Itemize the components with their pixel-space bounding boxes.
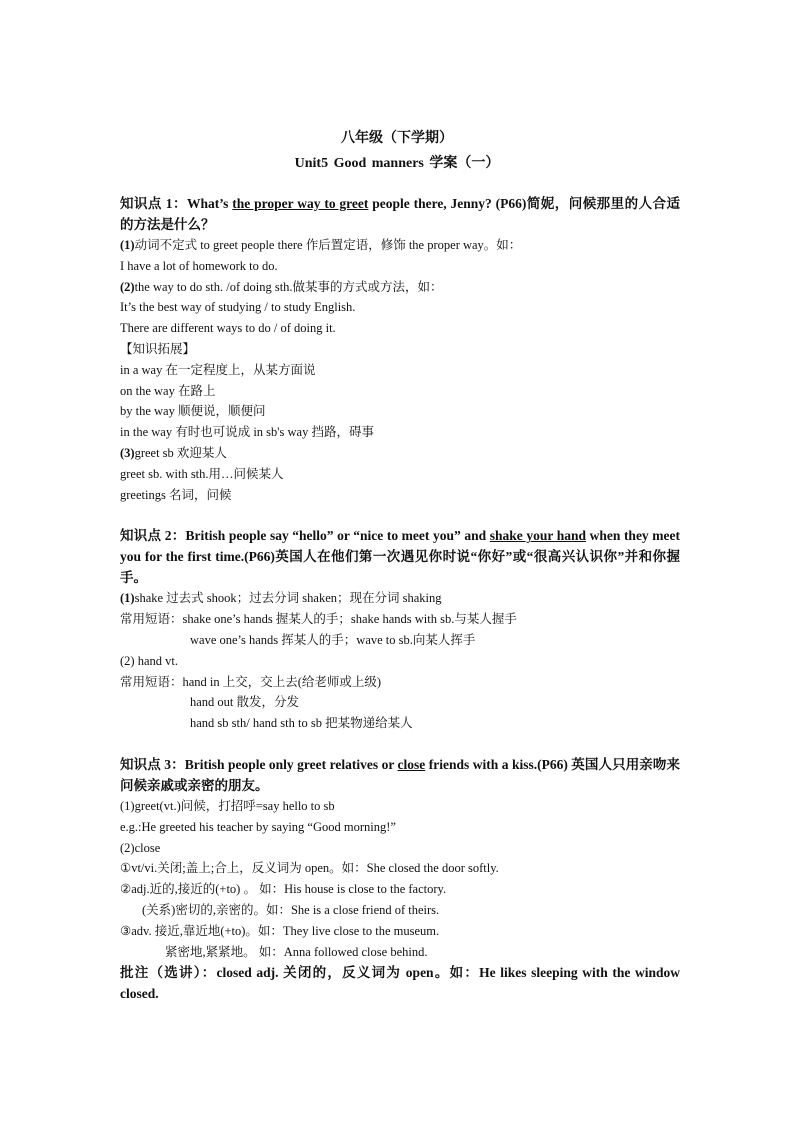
k2-line-3: wave one’s hands 挥某人的手；wave to sb.向某人挥手	[190, 632, 476, 647]
knowledge-point-1-question-start: What’s	[186, 196, 233, 211]
k3-line-7: ③adv. 接近,靠近地(+to)。如：They live close to the museum.	[120, 923, 440, 938]
knowledge-point-2-underlined: shake your hand	[489, 528, 586, 544]
k1-line-6: 【知识拓展】	[120, 341, 196, 356]
k1-line-7: in a way 在一定程度上，从某方面说	[120, 362, 316, 377]
k3-line-4: ①vt/vi.关闭;盖上;合上，反义词为 open。如：She closed the door softly.	[120, 861, 499, 876]
k2-line-5: 常用短语：hand in 上交，交上去(给老师或上级)	[120, 674, 382, 689]
k1-line-3: (2)the way to do sth. /of doing sth.做某事的方式或方法，如：	[120, 279, 443, 294]
knowledge-point-3-heading	[120, 754, 680, 796]
knowledge-point-3-question-end: friends with a kiss.(P66) 英国人只用亲吻来问候亲戚或亲密的朋友。	[120, 756, 680, 793]
knowledge-point-3-question-start: British people only greet relatives or	[184, 756, 398, 772]
k3-note: 批注（选讲）：closed adj. 关闭的，反义词为 open。如：He likes sleeping with the window closed.	[120, 965, 680, 1002]
k1-line-5: There are different ways to do / of doing it.	[120, 321, 336, 336]
knowledge-point-1-underlined: the proper way to greet	[232, 196, 369, 211]
k1-line-1: (1)动词不定式 to greet people there 作后置定语，修饰 the proper way。如：	[120, 238, 522, 252]
k3-line-2: e.g.:He greeted his teacher by saying “Good morning!”	[120, 819, 396, 834]
k1-line-13: greetings 名词，问候	[120, 487, 232, 502]
k1-line-2: I have a lot of homework to do.	[120, 258, 278, 273]
k3-line-3: (2)close	[120, 840, 161, 855]
document-title: 八年级（下学期）	[341, 131, 453, 146]
knowledge-point-1-label: 知识点 1：	[120, 196, 187, 211]
knowledge-point-1-question-end: people there, Jenny? (P66)简妮，问候那里的人合适的方法是什么？	[120, 196, 681, 232]
k2-line-2: 常用短语：shake one’s hands 握某人的手；shake hands with sb.与某人握手	[120, 612, 517, 627]
k1-line-10: in the way 有时也可说成 in sb's way 挡路，碍事	[120, 425, 374, 440]
k2-line-7: hand sb sth/ hand sth to sb 把某物递给某人	[190, 716, 413, 731]
knowledge-point-3-label: 知识点 3：	[120, 756, 185, 772]
k2-line-4: (2) hand vt.	[120, 653, 178, 668]
knowledge-point-1-heading	[120, 193, 680, 235]
k1-line-9: by the way 顺便说，顺便问	[120, 404, 266, 419]
k3-line-8: 紧密地,紧紧地。 如：Anna followed close behind.	[165, 944, 428, 959]
k3-line-1: (1)greet(vt.)问候，打招呼=say hello to sb	[120, 798, 335, 813]
k1-line-8: on the way 在路上	[120, 383, 216, 398]
knowledge-point-2-question-end: when they meet you for the first time.(P66)英国人在他们第一次遇见你时说“你好”或“很高兴认识你”并和你握手。	[120, 528, 681, 586]
knowledge-point-2-label: 知识点 2：	[120, 528, 186, 544]
document-content	[120, 193, 680, 1004]
knowledge-point-3-underlined: close	[397, 756, 426, 772]
document-subtitle: Unit5 Good manners 学案（一）	[294, 156, 500, 171]
k3-line-5: ②adj.近的,接近的(+to) 。 如：His house is close to the factory.	[120, 882, 447, 897]
knowledge-point-2-question-start: British people say “hello” or “nice to meet you” and	[185, 528, 490, 544]
k1-line-12: greet sb. with sth.用…问候某人	[120, 466, 284, 481]
k2-line-6: hand out 散发，分发	[190, 695, 300, 710]
knowledge-point-2-heading	[120, 525, 680, 588]
k2-line-1: (1)shake 过去式 shook；过去分词 shaken；现在分词 shaking	[120, 591, 442, 606]
k1-line-4: It’s the best way of studying / to study English.	[120, 300, 356, 315]
k3-line-6: (关系)密切的,亲密的。如：She is a close friend of theirs.	[142, 902, 440, 917]
k1-line-11: (3)greet sb 欢迎某人	[120, 445, 227, 460]
